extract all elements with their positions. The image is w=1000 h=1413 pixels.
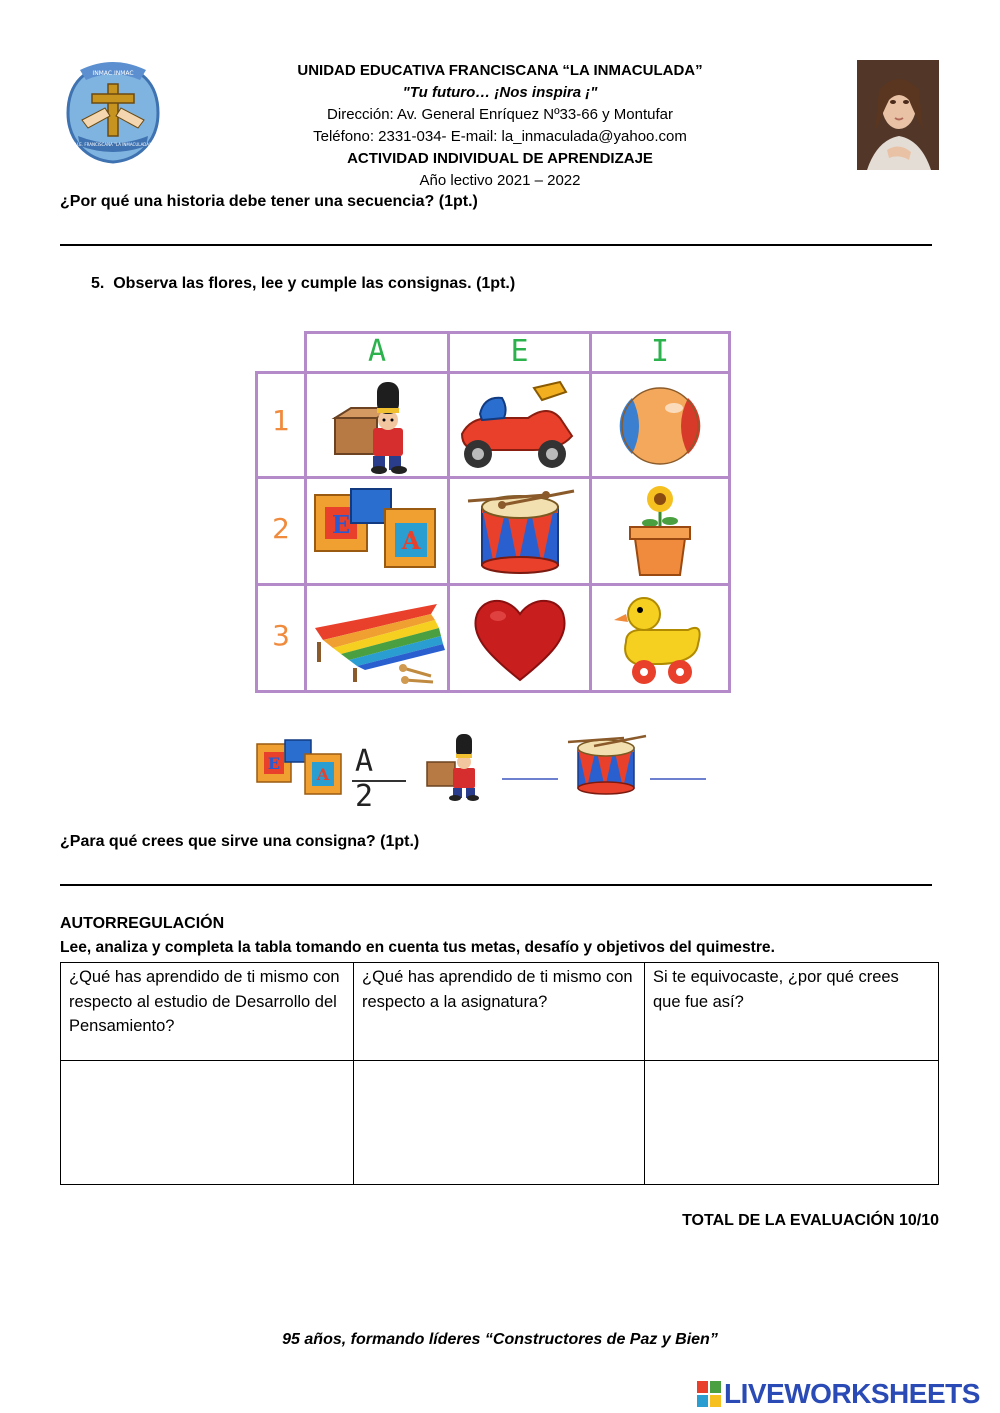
toy-soldier-icon (307, 374, 447, 476)
toy-soldier-small-icon (425, 732, 491, 802)
svg-text:A: A (401, 526, 421, 555)
selfreg-answer-3[interactable] (645, 1061, 939, 1185)
footer-slogan: 95 años, formando líderes “Constructores de Paz y Bien” (282, 1331, 718, 1348)
question-sequence: ¿Por qué una historia debe tener una secuencia? (1pt.) (60, 193, 478, 210)
selfreg-header-3: Si te equivocaste, ¿por qué crees que fue así? (645, 963, 939, 1061)
school-year: Año lectivo 2021 – 2022 (419, 172, 581, 189)
heart-icon (450, 586, 590, 690)
cell-e3 (447, 583, 592, 693)
svg-text:E: E (267, 754, 281, 773)
selfreg-answer-1[interactable] (61, 1061, 354, 1185)
col-label-a: A (367, 334, 387, 369)
school-motto: "Tu futuro… ¡Nos inspira ¡" (402, 84, 598, 101)
item-5-instruction (91, 275, 515, 293)
answer-blocks: A 2 (355, 744, 375, 814)
cell-e1 (447, 371, 592, 479)
col-label-i: I (650, 334, 670, 369)
flower-pot-icon (592, 479, 728, 583)
selfreg-instruction: Lee, analiza y completa la tabla tomando en cuenta tus metas, desafío y objetivos del quimestre. (60, 939, 775, 956)
virgin-portrait (857, 60, 939, 170)
row-label-3: 3 (272, 619, 290, 652)
cell-a3 (304, 583, 450, 693)
row-label-1: 1 (272, 404, 290, 437)
answer-soldier[interactable] (502, 748, 556, 778)
answer-soldier-blank[interactable] (502, 778, 558, 780)
answer-drum-blank[interactable] (650, 778, 706, 780)
svg-text:A: A (316, 765, 330, 784)
cell-i2 (589, 476, 731, 586)
question-consigna: ¿Para qué crees que sirve una consigna? (1pt.) (60, 833, 420, 850)
svg-text:INMAC INMAC: INMAC INMAC (92, 70, 134, 77)
answer-line-2[interactable] (60, 884, 932, 886)
letter-blocks-icon (307, 479, 447, 583)
answer-line-1[interactable] (60, 244, 932, 246)
toy-tricycle-icon (450, 374, 590, 476)
xylophone-icon (307, 586, 447, 690)
svg-text:E: E (331, 510, 351, 539)
liveworksheets-logo-icon (697, 1381, 721, 1407)
answer-blocks-underline (352, 780, 406, 782)
cell-a1 (304, 371, 450, 479)
selfreg-header-2: ¿Qué has aprendido de ti mismo con respecto a la asignatura? (354, 963, 645, 1061)
evaluation-total: TOTAL DE LA EVALUACIÓN 10/10 (682, 1212, 939, 1229)
selfreg-header-1: ¿Qué has aprendido de ti mismo con respecto al estudio de Desarrollo del Pensamiento? (61, 963, 354, 1061)
school-logo (60, 58, 166, 166)
cell-i1 (589, 371, 731, 479)
brand-live: LIVE (724, 1378, 785, 1409)
drum-icon (450, 479, 590, 583)
drum-small-icon (566, 732, 648, 796)
activity-title: ACTIVIDAD INDIVIDUAL DE APRENDIZAJE (347, 150, 653, 167)
school-contact: Teléfono: 2331-034- E-mail: la_inmaculada@yahoo.com (313, 128, 687, 145)
col-label-e: E (510, 334, 529, 369)
item-text: Observa las flores, lee y cumple las consignas. (1pt.) (113, 275, 516, 292)
brand-worksheets: WORKSHEETS (784, 1378, 980, 1409)
answer-drum[interactable] (650, 748, 704, 778)
cell-i3 (589, 583, 731, 693)
selfreg-table (60, 962, 939, 1185)
item-number: 5. (91, 275, 105, 292)
selfreg-title: AUTORREGULACIÓN (60, 915, 225, 932)
svg-text:U.E. FRANCISCANA "LA INMACULAD: U.E. FRANCISCANA "LA INMACULADA" (75, 142, 151, 147)
school-name: UNIDAD EDUCATIVA FRANCISCANA “LA INMACULADA” (297, 62, 703, 79)
selfreg-answer-2[interactable] (354, 1061, 645, 1185)
cell-a2 (304, 476, 450, 586)
school-address: Dirección: Av. General Enríquez Nº33-66 y Montufar (327, 106, 673, 123)
beach-ball-icon (592, 374, 728, 476)
rubber-duck-icon (592, 586, 728, 690)
row-label-2: 2 (272, 512, 290, 545)
letter-blocks-small-icon (255, 736, 347, 798)
cell-e2 (447, 476, 592, 586)
